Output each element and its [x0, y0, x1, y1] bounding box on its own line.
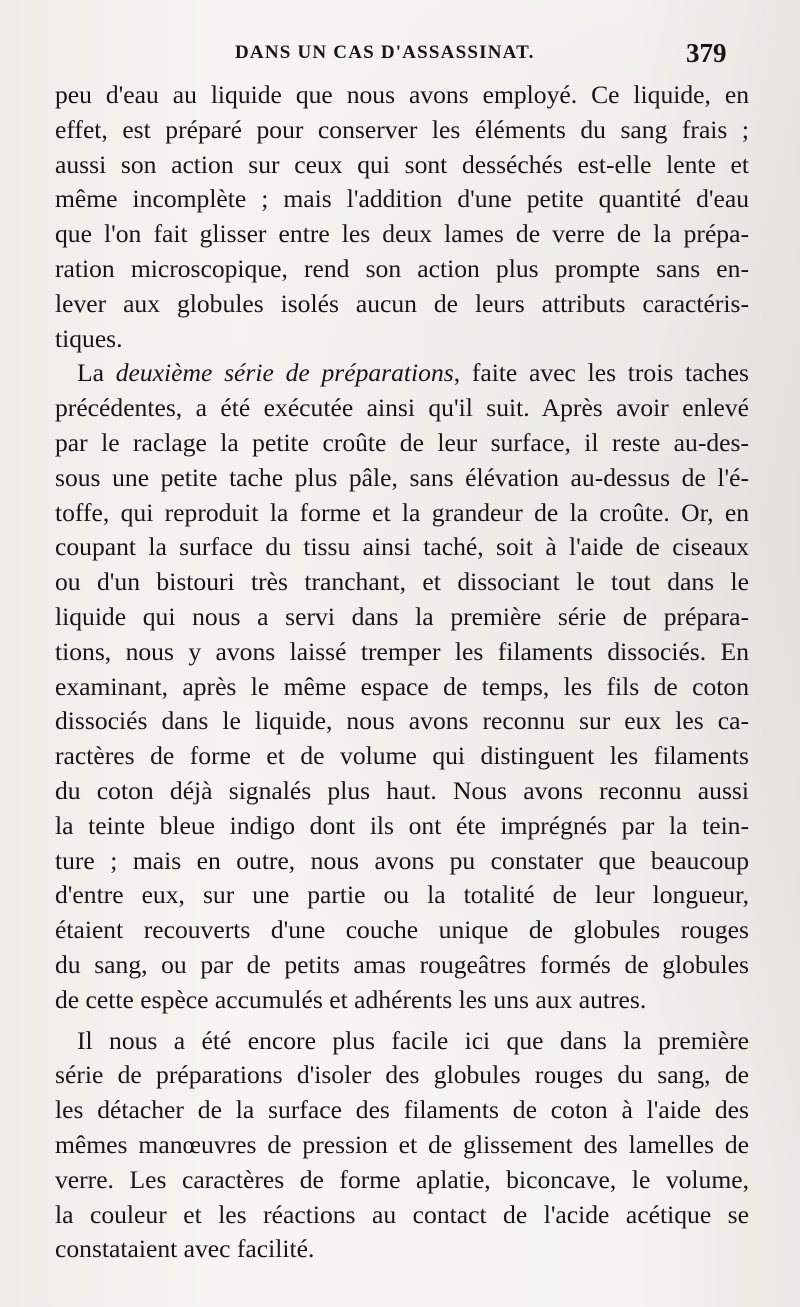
text-line: mêmes manœuvres de pression et de glissement des lamelles de: [55, 1129, 749, 1159]
text-line: aussi son action sur ceux qui sont desséchés est-elle lente et: [55, 149, 749, 179]
text-line: liquide qui nous a servi dans la première série de prépara-: [55, 601, 749, 631]
text-line: examinant, après le même espace de temps, les fils de coton: [55, 671, 749, 701]
text-line: toffe, qui reproduit la forme et la grandeur de la croûte. Or, en: [55, 497, 749, 527]
text-line: coupant la surface du tissu ainsi taché, soit à l'aide de ciseaux: [55, 532, 749, 562]
text-line: constataient avec facilité.: [55, 1234, 315, 1264]
para2-tail: , faite avec les trois taches: [453, 358, 749, 388]
page-number: 379: [686, 38, 727, 68]
text-line: peu d'eau au liquide que nous avons employé. Ce liquide, en: [55, 80, 749, 109]
text-line: ou d'un bistouri très tranchant, et dissociant le tout dans le: [55, 567, 749, 597]
text-line: les détacher de la surface des filaments de coton à l'aide des: [55, 1095, 749, 1125]
text-line: ractères de forme et de volume qui distinguent les filaments: [55, 741, 749, 771]
text-line: par le raclage la petite croûte de leur surface, il reste au-des-: [55, 427, 749, 457]
text-line: sous une petite tache plus pâle, sans élévation au-dessus de l'é-: [55, 462, 749, 492]
text-line: dissociés dans le liquide, nous avons reconnu sur eux les ca-: [55, 706, 749, 736]
text-line: la teinte bleue indigo dont ils ont éte imprégnés par la tein-: [55, 810, 749, 840]
text-line: série de préparations d'isoler des globules rouges du sang, de: [55, 1060, 749, 1090]
text-line: tions, nous y avons laissé tremper les filaments dissociés. En: [55, 636, 749, 666]
text-line: effet, est préparé pour conserver les éléments du sang frais ;: [55, 114, 749, 144]
page-header: [0, 38, 800, 78]
text-line: que l'on fait glisser entre les deux lames de verre de la prépa-: [55, 219, 749, 249]
italic-phrase: deuxième série de préparations: [115, 358, 454, 388]
text-line: ration microscopique, rend son action plus prompte sans en-: [55, 253, 749, 283]
text-line: même incomplète ; mais l'addition d'une petite quantité d'eau: [55, 184, 749, 214]
para2-lead: La: [77, 358, 116, 388]
text-line: du sang, ou par de petits amas rougeâtres formés de globules: [55, 949, 749, 979]
text-line: précédentes, a été exécutée ainsi qu'il suit. Après avoir enlevé: [55, 393, 749, 423]
paragraph-2-first-line: [55, 356, 749, 391]
text-line: étaient recouverts d'une couche unique de globules rouges: [55, 915, 749, 945]
text-line: de cette espèce accumulés et adhérents les uns aux autres.: [55, 984, 647, 1014]
text-line: ture ; mais en outre, nous avons pu constater que beaucoup: [55, 845, 749, 875]
text-line: d'entre eux, sur une partie ou la totalité de leur longueur,: [55, 880, 749, 910]
paragraph-3-first-line: Il nous a été encore plus facile ici que dans la première: [77, 1025, 749, 1055]
text-line: tiques.: [55, 323, 123, 353]
text-line: la couleur et les réactions au contact de l'acide acétique se: [55, 1199, 749, 1229]
running-head: DANS UN CAS D'ASSASSINAT.: [235, 42, 535, 63]
text-line: du coton déjà signalés plus haut. Nous avons reconnu aussi: [55, 775, 749, 805]
body-text: [55, 78, 749, 1267]
text-line: verre. Les caractères de forme aplatie, biconcave, le volume,: [55, 1164, 749, 1194]
text-line: lever aux globules isolés aucun de leurs attributs caractéris-: [55, 288, 749, 318]
